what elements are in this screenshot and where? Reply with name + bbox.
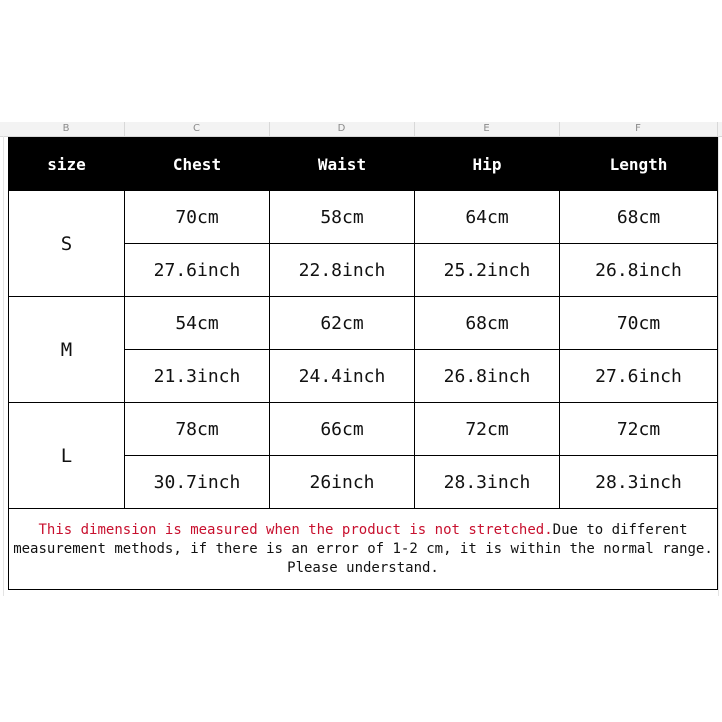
column-letter-c: C	[193, 123, 200, 134]
column-letter-f: F	[635, 123, 641, 134]
hip-inch: 28.3inch	[415, 456, 560, 509]
header-chest: Chest	[125, 138, 270, 191]
note-text-line2: measurement methods, if there is an error of 1-2 cm, it is within the normal range.	[13, 540, 713, 557]
length-inch: 27.6inch	[560, 350, 718, 403]
hip-cm: 68cm	[415, 297, 560, 350]
header-waist: Waist	[270, 138, 415, 191]
note-text-line1: Due to different	[552, 521, 688, 538]
hip-inch: 26.8inch	[415, 350, 560, 403]
length-inch: 28.3inch	[560, 456, 718, 509]
table-row	[9, 297, 718, 350]
chest-inch: 21.3inch	[125, 350, 270, 403]
hip-cm: 64cm	[415, 191, 560, 244]
size-label-m: M	[9, 297, 125, 403]
measurement-note	[9, 509, 718, 590]
header-size: size	[9, 138, 125, 191]
hip-inch: 25.2inch	[415, 244, 560, 297]
sheet-gridline	[718, 136, 719, 596]
column-separator	[717, 122, 718, 136]
table-row	[9, 191, 718, 244]
spreadsheet-column-header	[0, 122, 722, 137]
column-letter-e: E	[483, 123, 490, 134]
waist-inch: 22.8inch	[270, 244, 415, 297]
table-row	[9, 403, 718, 456]
note-red-text: This dimension is measured when the product is not stretched.	[38, 521, 553, 538]
waist-inch: 24.4inch	[270, 350, 415, 403]
note-row	[9, 509, 718, 590]
sheet-gridline	[3, 136, 4, 596]
note-text-line3: Please understand.	[287, 559, 439, 576]
header-hip: Hip	[415, 138, 560, 191]
size-chart-table	[8, 137, 718, 590]
length-cm: 72cm	[560, 403, 718, 456]
waist-cm: 62cm	[270, 297, 415, 350]
waist-cm: 66cm	[270, 403, 415, 456]
chest-cm: 54cm	[125, 297, 270, 350]
waist-inch: 26inch	[270, 456, 415, 509]
header-length: Length	[560, 138, 718, 191]
chest-inch: 27.6inch	[125, 244, 270, 297]
length-cm: 68cm	[560, 191, 718, 244]
table-header-row	[9, 138, 718, 191]
chest-cm: 70cm	[125, 191, 270, 244]
column-letter-b: B	[62, 123, 70, 134]
hip-cm: 72cm	[415, 403, 560, 456]
chest-cm: 78cm	[125, 403, 270, 456]
column-letter-d: D	[337, 123, 346, 134]
length-cm: 70cm	[560, 297, 718, 350]
size-label-s: S	[9, 191, 125, 297]
length-inch: 26.8inch	[560, 244, 718, 297]
chest-inch: 30.7inch	[125, 456, 270, 509]
waist-cm: 58cm	[270, 191, 415, 244]
size-label-l: L	[9, 403, 125, 509]
